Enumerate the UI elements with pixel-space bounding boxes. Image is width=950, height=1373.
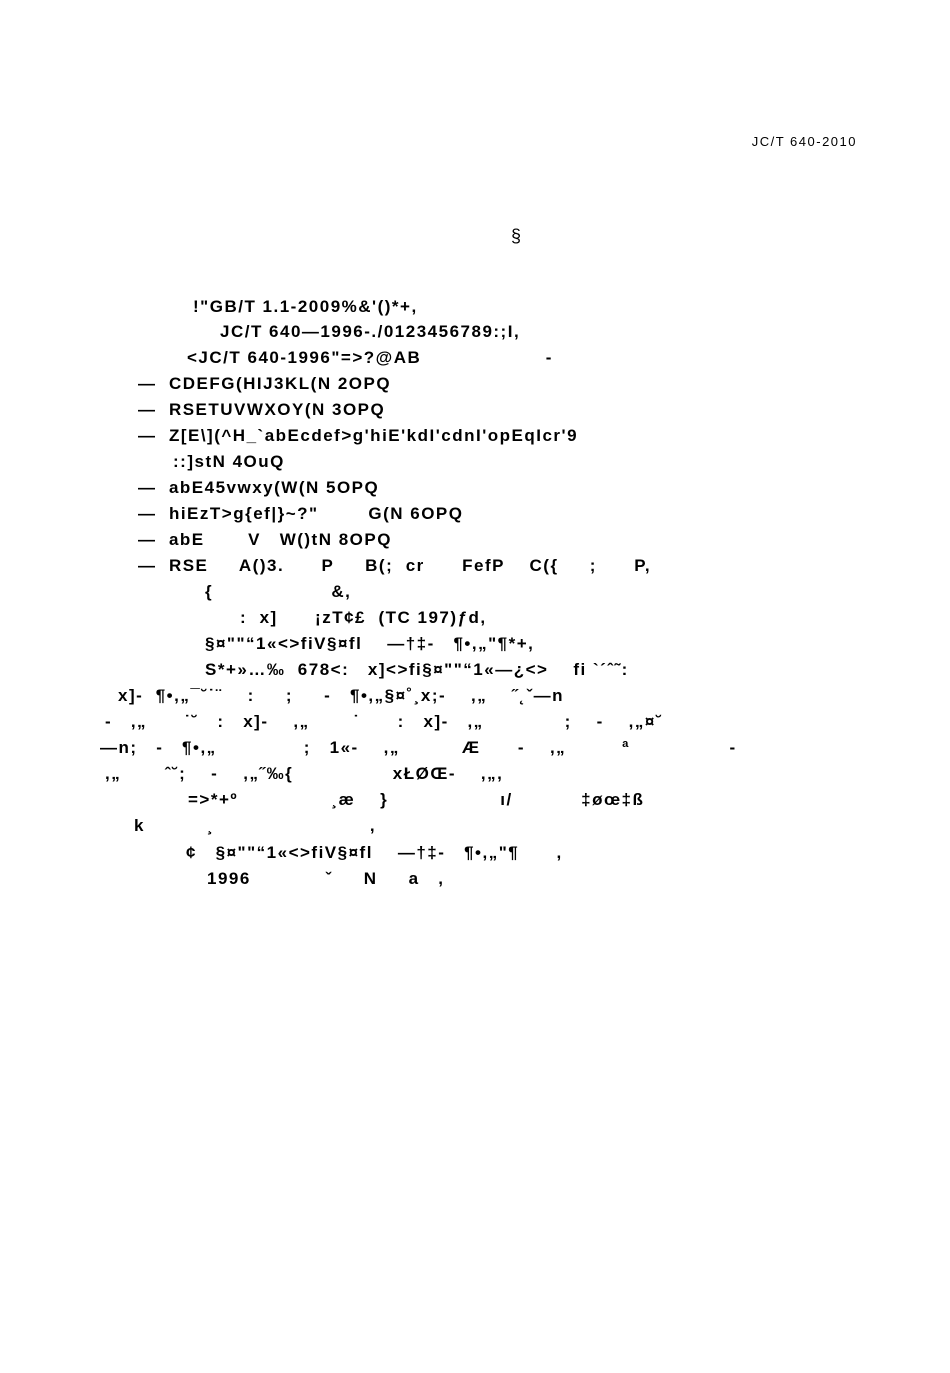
body-line: JC/T 640—1996-./0123456789:;I, [220,322,521,341]
list-item: — Z[E\](^H_`abEcdef>g'hiE'kdI'cdnI'opEqIcr'9 [138,426,579,445]
list-item-continuation: ::]stN 4OuQ [173,452,285,471]
body-line: : x] ¡zT¢£ (TC 197)ƒd, [240,608,487,627]
list-item: — abE45vwxy(W(N 5OPQ [138,478,380,497]
list-item: — RSE A()3. P B(; cr FefP C({ ; P, [138,556,652,575]
section-heading: § [511,226,522,246]
body-line: !"GB/T 1.1-2009%&'()*+, [193,297,418,316]
body-line: <JC/T 640-1996"=>?@AB - [187,348,553,367]
body-line: ¢ §¤""“1«<>fiV§¤fl —†‡- ¶•,„"¶ , [186,843,563,862]
body-line: S*+»…‰ 678<: x]<>fi§¤""“1«—¿<> fi `´ˆ˜: [205,660,629,679]
body-line: ,„ ˆ˘; - ,„˝‰{ xŁØŒ- ,„, [105,764,504,783]
standard-number: JC/T 640-2010 [751,134,857,149]
list-item: — RSETUVWXOY(N 3OPQ [138,400,386,419]
body-line: x]- ¶•,„¯˘˙¨ : ; - ¶•,„§¤˚¸x;- ,„ ˝˛ˇ—n [118,686,565,705]
body-line: k ¸ , [134,816,377,835]
body-line: - ,„ ˙˘ : x]- ,„ ˙ : x]- ,„ ; - ,„¤˘ [105,712,664,731]
body-line: 1996 ˇ N a , [207,869,445,888]
list-item-continuation: { &, [205,582,352,601]
body-line: §¤""“1«<>fiV§¤fl —†‡- ¶•,„"¶*+, [205,634,535,653]
body-line: —n; - ¶•,„ ; 1«- ,„ Æ - ,„ ª - [100,738,737,757]
list-item: — CDEFG(HIJ3KL(N 2OPQ [138,374,392,393]
list-item: — abE V W()tN 8OPQ [138,530,392,549]
list-item: — hiEzT>g{ef|}~?" G(N 6OPQ [138,504,464,523]
body-line: =>*+º ¸æ } ı/ ‡øœ‡ß [188,790,645,809]
